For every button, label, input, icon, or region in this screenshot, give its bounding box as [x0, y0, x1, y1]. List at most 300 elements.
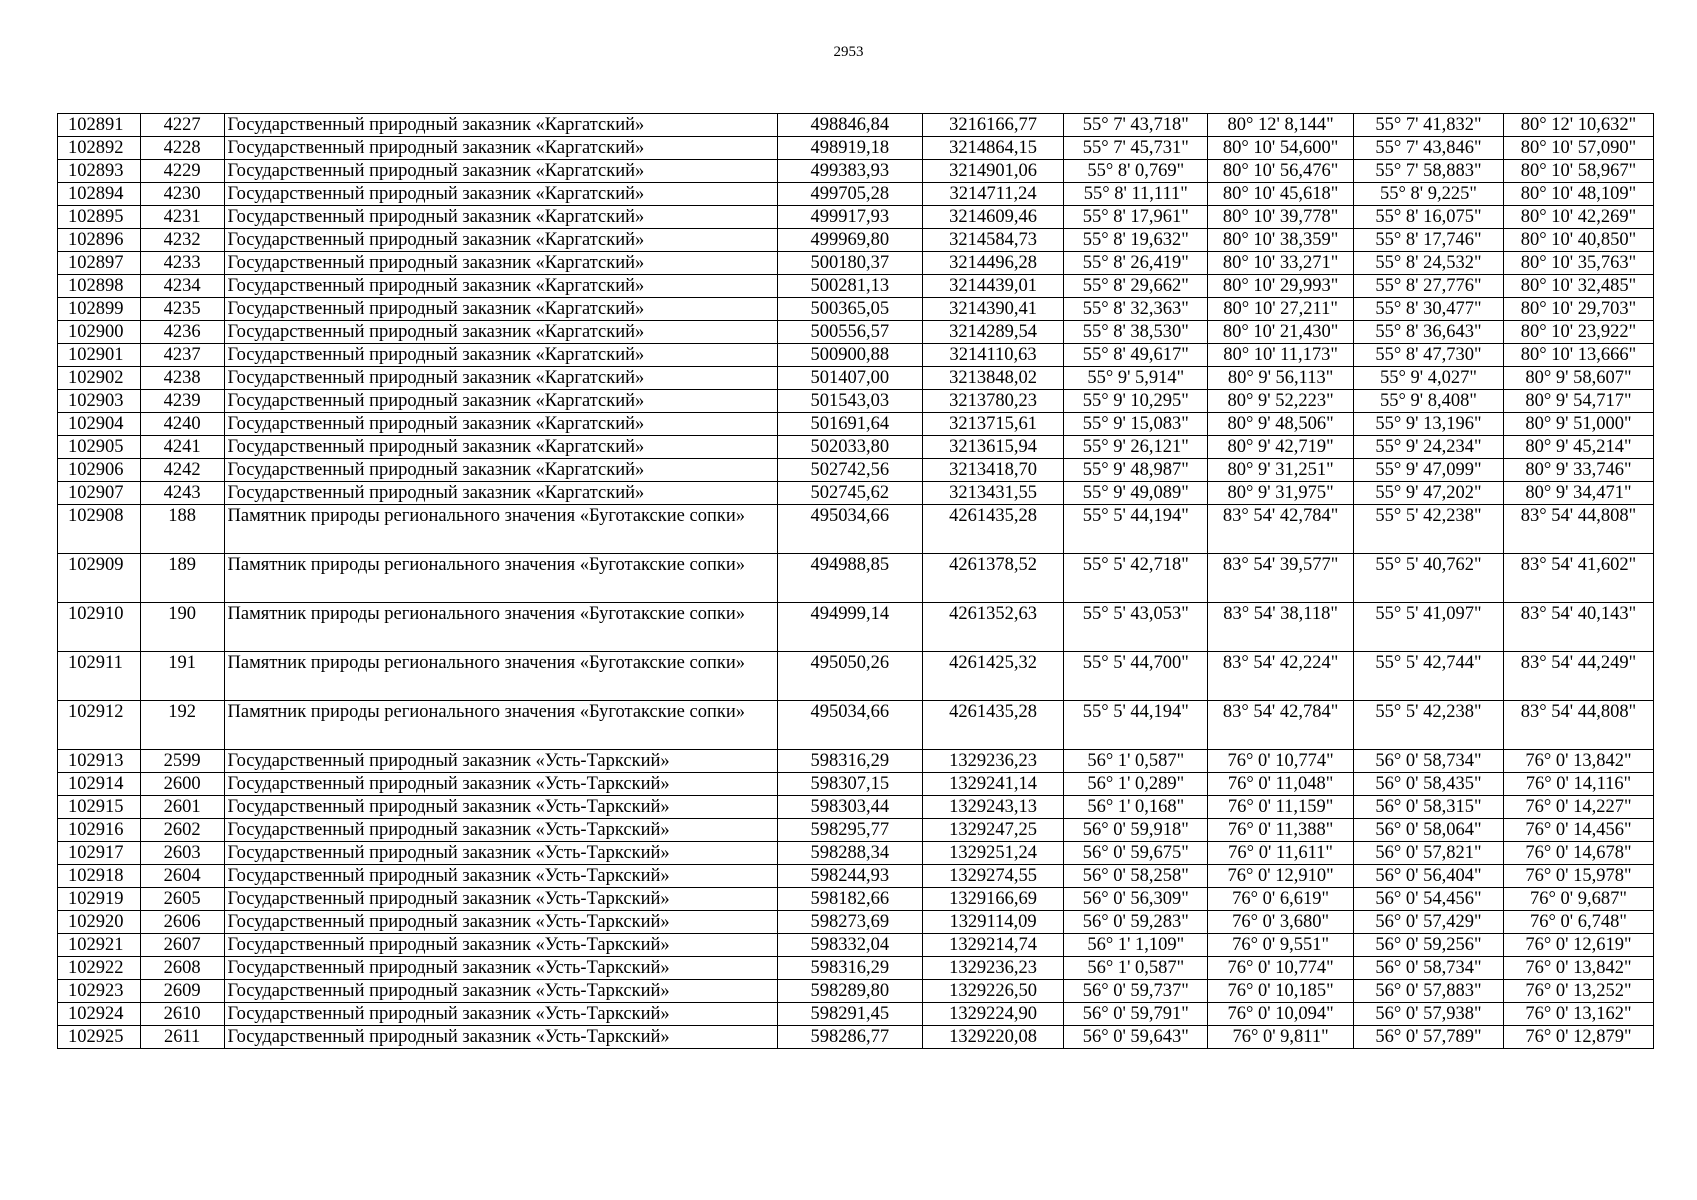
x-coordinate-cell: 500556,57 — [777, 321, 922, 344]
longitude-2-cell: 76° 0' 14,116" — [1503, 773, 1653, 796]
y-coordinate-cell: 3214496,28 — [922, 252, 1064, 275]
longitude-cell: 76° 0' 10,774" — [1208, 957, 1354, 980]
y-coordinate-cell: 3214584,73 — [922, 229, 1064, 252]
longitude-cell: 80° 10' 21,430" — [1208, 321, 1354, 344]
object-name-cell: Государственный природный заказник «Каргатский» — [224, 183, 777, 206]
latitude-cell: 56° 0' 56,309" — [1064, 888, 1208, 911]
table-row — [58, 819, 1654, 842]
table-row — [58, 229, 1654, 252]
table-row — [58, 773, 1654, 796]
point-number-cell: 2603 — [140, 842, 224, 865]
x-coordinate-cell: 598316,29 — [777, 957, 922, 980]
longitude-2-cell: 80° 10' 29,703" — [1503, 298, 1653, 321]
x-coordinate-cell: 598182,66 — [777, 888, 922, 911]
y-coordinate-cell: 3214609,46 — [922, 206, 1064, 229]
object-name-cell: Государственный природный заказник «Каргатский» — [224, 436, 777, 459]
point-number-cell: 4229 — [140, 160, 224, 183]
row-id-cell: 102912 — [58, 701, 141, 750]
x-coordinate-cell: 499969,80 — [777, 229, 922, 252]
table-row — [58, 957, 1654, 980]
longitude-2-cell: 76° 0' 6,748" — [1503, 911, 1653, 934]
longitude-2-cell: 76° 0' 14,456" — [1503, 819, 1653, 842]
latitude-cell: 55° 9' 48,987" — [1064, 459, 1208, 482]
object-name-cell: Государственный природный заказник «Каргатский» — [224, 413, 777, 436]
point-number-cell: 4227 — [140, 114, 224, 137]
y-coordinate-cell: 3214901,06 — [922, 160, 1064, 183]
latitude-2-cell: 56° 0' 59,256" — [1353, 934, 1503, 957]
longitude-cell: 76° 0' 10,185" — [1208, 980, 1354, 1003]
row-id-cell: 102923 — [58, 980, 141, 1003]
longitude-cell: 76° 0' 6,619" — [1208, 888, 1354, 911]
latitude-2-cell: 55° 9' 8,408" — [1353, 390, 1503, 413]
longitude-cell: 76° 0' 12,910" — [1208, 865, 1354, 888]
longitude-2-cell: 83° 54' 41,602" — [1503, 554, 1653, 603]
longitude-cell: 80° 9' 31,975" — [1208, 482, 1354, 505]
object-name-cell: Государственный природный заказник «Каргатский» — [224, 459, 777, 482]
x-coordinate-cell: 495034,66 — [777, 505, 922, 554]
point-number-cell: 4228 — [140, 137, 224, 160]
y-coordinate-cell: 4261352,63 — [922, 603, 1064, 652]
longitude-cell: 80° 10' 33,271" — [1208, 252, 1354, 275]
object-name-cell: Памятник природы регионального значения «Буготакские сопки» — [224, 652, 777, 701]
latitude-2-cell: 55° 9' 13,196" — [1353, 413, 1503, 436]
latitude-2-cell: 55° 5' 42,744" — [1353, 652, 1503, 701]
latitude-cell: 55° 8' 11,111" — [1064, 183, 1208, 206]
row-id-cell: 102907 — [58, 482, 141, 505]
table-row — [58, 796, 1654, 819]
latitude-cell: 55° 5' 44,194" — [1064, 505, 1208, 554]
row-id-cell: 102900 — [58, 321, 141, 344]
longitude-2-cell: 80° 10' 35,763" — [1503, 252, 1653, 275]
latitude-cell: 55° 8' 0,769" — [1064, 160, 1208, 183]
point-number-cell: 4239 — [140, 390, 224, 413]
longitude-2-cell: 80° 9' 33,746" — [1503, 459, 1653, 482]
longitude-cell: 80° 10' 54,600" — [1208, 137, 1354, 160]
latitude-cell: 55° 9' 26,121" — [1064, 436, 1208, 459]
table-body — [58, 114, 1654, 1049]
point-number-cell: 2604 — [140, 865, 224, 888]
latitude-cell: 55° 9' 10,295" — [1064, 390, 1208, 413]
row-id-cell: 102898 — [58, 275, 141, 298]
object-name-cell: Памятник природы регионального значения «Буготакские сопки» — [224, 603, 777, 652]
object-name-cell: Государственный природный заказник «Усть-Таркский» — [224, 888, 777, 911]
latitude-cell: 55° 8' 17,961" — [1064, 206, 1208, 229]
point-number-cell: 2611 — [140, 1026, 224, 1049]
latitude-cell: 55° 9' 15,083" — [1064, 413, 1208, 436]
latitude-cell: 56° 0' 59,737" — [1064, 980, 1208, 1003]
point-number-cell: 2602 — [140, 819, 224, 842]
y-coordinate-cell: 1329220,08 — [922, 1026, 1064, 1049]
x-coordinate-cell: 598289,80 — [777, 980, 922, 1003]
point-number-cell: 4231 — [140, 206, 224, 229]
point-number-cell: 4232 — [140, 229, 224, 252]
latitude-cell: 56° 1' 0,587" — [1064, 750, 1208, 773]
longitude-2-cell: 76° 0' 9,687" — [1503, 888, 1653, 911]
row-id-cell: 102906 — [58, 459, 141, 482]
latitude-2-cell: 55° 8' 17,746" — [1353, 229, 1503, 252]
row-id-cell: 102897 — [58, 252, 141, 275]
longitude-2-cell: 83° 54' 40,143" — [1503, 603, 1653, 652]
longitude-2-cell: 83° 54' 44,808" — [1503, 505, 1653, 554]
point-number-cell: 190 — [140, 603, 224, 652]
row-id-cell: 102914 — [58, 773, 141, 796]
longitude-2-cell: 76° 0' 15,978" — [1503, 865, 1653, 888]
longitude-cell: 83° 54' 39,577" — [1208, 554, 1354, 603]
longitude-2-cell: 76° 0' 13,162" — [1503, 1003, 1653, 1026]
y-coordinate-cell: 1329274,55 — [922, 865, 1064, 888]
y-coordinate-cell: 3214110,63 — [922, 344, 1064, 367]
longitude-2-cell: 80° 10' 40,850" — [1503, 229, 1653, 252]
point-number-cell: 4230 — [140, 183, 224, 206]
y-coordinate-cell: 3213780,23 — [922, 390, 1064, 413]
longitude-cell: 80° 10' 11,173" — [1208, 344, 1354, 367]
longitude-2-cell: 80° 10' 48,109" — [1503, 183, 1653, 206]
object-name-cell: Государственный природный заказник «Усть-Таркский» — [224, 750, 777, 773]
y-coordinate-cell: 1329236,23 — [922, 750, 1064, 773]
latitude-2-cell: 56° 0' 57,938" — [1353, 1003, 1503, 1026]
object-name-cell: Государственный природный заказник «Каргатский» — [224, 321, 777, 344]
point-number-cell: 191 — [140, 652, 224, 701]
y-coordinate-cell: 1329224,90 — [922, 1003, 1064, 1026]
latitude-2-cell: 56° 0' 57,429" — [1353, 911, 1503, 934]
latitude-cell: 55° 8' 49,617" — [1064, 344, 1208, 367]
longitude-2-cell: 80° 10' 58,967" — [1503, 160, 1653, 183]
row-id-cell: 102896 — [58, 229, 141, 252]
latitude-cell: 56° 1' 0,168" — [1064, 796, 1208, 819]
longitude-2-cell: 76° 0' 14,227" — [1503, 796, 1653, 819]
longitude-2-cell: 80° 10' 23,922" — [1503, 321, 1653, 344]
x-coordinate-cell: 598307,15 — [777, 773, 922, 796]
x-coordinate-cell: 598244,93 — [777, 865, 922, 888]
point-number-cell: 4234 — [140, 275, 224, 298]
table-row — [58, 701, 1654, 750]
row-id-cell: 102905 — [58, 436, 141, 459]
y-coordinate-cell: 3214864,15 — [922, 137, 1064, 160]
y-coordinate-cell: 3214390,41 — [922, 298, 1064, 321]
row-id-cell: 102910 — [58, 603, 141, 652]
longitude-2-cell: 80° 10' 13,666" — [1503, 344, 1653, 367]
longitude-cell: 83° 54' 42,784" — [1208, 701, 1354, 750]
row-id-cell: 102903 — [58, 390, 141, 413]
longitude-2-cell: 76° 0' 12,879" — [1503, 1026, 1653, 1049]
point-number-cell: 4233 — [140, 252, 224, 275]
latitude-2-cell: 55° 5' 40,762" — [1353, 554, 1503, 603]
table-row — [58, 183, 1654, 206]
point-number-cell: 4241 — [140, 436, 224, 459]
latitude-2-cell: 55° 8' 16,075" — [1353, 206, 1503, 229]
longitude-2-cell: 80° 9' 58,607" — [1503, 367, 1653, 390]
object-name-cell: Государственный природный заказник «Каргатский» — [224, 206, 777, 229]
x-coordinate-cell: 598273,69 — [777, 911, 922, 934]
row-id-cell: 102902 — [58, 367, 141, 390]
table-row — [58, 321, 1654, 344]
y-coordinate-cell: 1329243,13 — [922, 796, 1064, 819]
row-id-cell: 102915 — [58, 796, 141, 819]
object-name-cell: Памятник природы регионального значения «Буготакские сопки» — [224, 701, 777, 750]
table-row — [58, 114, 1654, 137]
longitude-2-cell: 80° 12' 10,632" — [1503, 114, 1653, 137]
x-coordinate-cell: 495034,66 — [777, 701, 922, 750]
table-row — [58, 934, 1654, 957]
x-coordinate-cell: 499917,93 — [777, 206, 922, 229]
latitude-cell: 56° 0' 58,258" — [1064, 865, 1208, 888]
x-coordinate-cell: 494999,14 — [777, 603, 922, 652]
point-number-cell: 2600 — [140, 773, 224, 796]
point-number-cell: 2609 — [140, 980, 224, 1003]
latitude-2-cell: 55° 9' 47,099" — [1353, 459, 1503, 482]
longitude-cell: 80° 9' 31,251" — [1208, 459, 1354, 482]
row-id-cell: 102908 — [58, 505, 141, 554]
x-coordinate-cell: 502033,80 — [777, 436, 922, 459]
point-number-cell: 4236 — [140, 321, 224, 344]
longitude-cell: 80° 9' 52,223" — [1208, 390, 1354, 413]
row-id-cell: 102901 — [58, 344, 141, 367]
longitude-cell: 80° 9' 48,506" — [1208, 413, 1354, 436]
y-coordinate-cell: 1329241,14 — [922, 773, 1064, 796]
object-name-cell: Государственный природный заказник «Каргатский» — [224, 298, 777, 321]
longitude-2-cell: 76° 0' 12,619" — [1503, 934, 1653, 957]
latitude-2-cell: 55° 5' 41,097" — [1353, 603, 1503, 652]
latitude-cell: 55° 9' 49,089" — [1064, 482, 1208, 505]
object-name-cell: Государственный природный заказник «Каргатский» — [224, 114, 777, 137]
longitude-2-cell: 80° 9' 51,000" — [1503, 413, 1653, 436]
y-coordinate-cell: 4261435,28 — [922, 701, 1064, 750]
y-coordinate-cell: 3213615,94 — [922, 436, 1064, 459]
latitude-2-cell: 56° 0' 58,315" — [1353, 796, 1503, 819]
longitude-cell: 80° 10' 56,476" — [1208, 160, 1354, 183]
longitude-cell: 80° 10' 27,211" — [1208, 298, 1354, 321]
x-coordinate-cell: 501407,00 — [777, 367, 922, 390]
longitude-cell: 80° 10' 45,618" — [1208, 183, 1354, 206]
latitude-2-cell: 55° 8' 27,776" — [1353, 275, 1503, 298]
point-number-cell: 2606 — [140, 911, 224, 934]
object-name-cell: Государственный природный заказник «Каргатский» — [224, 344, 777, 367]
latitude-cell: 55° 7' 43,718" — [1064, 114, 1208, 137]
latitude-cell: 55° 8' 29,662" — [1064, 275, 1208, 298]
y-coordinate-cell: 3214711,24 — [922, 183, 1064, 206]
point-number-cell: 2608 — [140, 957, 224, 980]
latitude-cell: 56° 0' 59,918" — [1064, 819, 1208, 842]
latitude-cell: 56° 0' 59,643" — [1064, 1026, 1208, 1049]
longitude-cell: 76° 0' 10,774" — [1208, 750, 1354, 773]
object-name-cell: Государственный природный заказник «Каргатский» — [224, 367, 777, 390]
point-number-cell: 2599 — [140, 750, 224, 773]
longitude-2-cell: 80° 10' 57,090" — [1503, 137, 1653, 160]
table-row — [58, 505, 1654, 554]
table-row — [58, 344, 1654, 367]
y-coordinate-cell: 3213418,70 — [922, 459, 1064, 482]
latitude-2-cell: 56° 0' 58,064" — [1353, 819, 1503, 842]
x-coordinate-cell: 500180,37 — [777, 252, 922, 275]
longitude-2-cell: 76° 0' 13,842" — [1503, 957, 1653, 980]
latitude-2-cell: 55° 5' 42,238" — [1353, 505, 1503, 554]
x-coordinate-cell: 499383,93 — [777, 160, 922, 183]
row-id-cell: 102911 — [58, 652, 141, 701]
x-coordinate-cell: 501543,03 — [777, 390, 922, 413]
row-id-cell: 102894 — [58, 183, 141, 206]
row-id-cell: 102891 — [58, 114, 141, 137]
y-coordinate-cell: 3213715,61 — [922, 413, 1064, 436]
longitude-cell: 76° 0' 9,811" — [1208, 1026, 1354, 1049]
table-row — [58, 413, 1654, 436]
y-coordinate-cell: 4261378,52 — [922, 554, 1064, 603]
longitude-cell: 80° 10' 29,993" — [1208, 275, 1354, 298]
longitude-2-cell: 80° 10' 42,269" — [1503, 206, 1653, 229]
table-row — [58, 459, 1654, 482]
latitude-cell: 55° 5' 43,053" — [1064, 603, 1208, 652]
latitude-2-cell: 55° 7' 43,846" — [1353, 137, 1503, 160]
latitude-cell: 55° 5' 42,718" — [1064, 554, 1208, 603]
longitude-2-cell: 80° 10' 32,485" — [1503, 275, 1653, 298]
longitude-2-cell: 80° 9' 34,471" — [1503, 482, 1653, 505]
x-coordinate-cell: 498846,84 — [777, 114, 922, 137]
row-id-cell: 102920 — [58, 911, 141, 934]
object-name-cell: Государственный природный заказник «Усть-Таркский» — [224, 980, 777, 1003]
latitude-cell: 55° 8' 19,632" — [1064, 229, 1208, 252]
table-row — [58, 1003, 1654, 1026]
latitude-2-cell: 55° 8' 9,225" — [1353, 183, 1503, 206]
y-coordinate-cell: 1329114,09 — [922, 911, 1064, 934]
latitude-2-cell: 55° 9' 4,027" — [1353, 367, 1503, 390]
table-row — [58, 750, 1654, 773]
point-number-cell: 4238 — [140, 367, 224, 390]
latitude-cell: 55° 5' 44,700" — [1064, 652, 1208, 701]
x-coordinate-cell: 598288,34 — [777, 842, 922, 865]
table-row — [58, 888, 1654, 911]
row-id-cell: 102917 — [58, 842, 141, 865]
table-row — [58, 865, 1654, 888]
y-coordinate-cell: 1329247,25 — [922, 819, 1064, 842]
latitude-cell: 56° 1' 0,289" — [1064, 773, 1208, 796]
longitude-cell: 76° 0' 11,611" — [1208, 842, 1354, 865]
x-coordinate-cell: 499705,28 — [777, 183, 922, 206]
coordinates-table — [57, 113, 1654, 1049]
y-coordinate-cell: 3214289,54 — [922, 321, 1064, 344]
object-name-cell: Государственный природный заказник «Усть-Таркский» — [224, 842, 777, 865]
longitude-2-cell: 76° 0' 13,252" — [1503, 980, 1653, 1003]
latitude-cell: 56° 1' 0,587" — [1064, 957, 1208, 980]
row-id-cell: 102909 — [58, 554, 141, 603]
x-coordinate-cell: 598291,45 — [777, 1003, 922, 1026]
latitude-cell: 55° 8' 32,363" — [1064, 298, 1208, 321]
longitude-2-cell: 83° 54' 44,249" — [1503, 652, 1653, 701]
row-id-cell: 102925 — [58, 1026, 141, 1049]
y-coordinate-cell: 3216166,77 — [922, 114, 1064, 137]
table-row — [58, 275, 1654, 298]
y-coordinate-cell: 1329236,23 — [922, 957, 1064, 980]
point-number-cell: 4242 — [140, 459, 224, 482]
table-row — [58, 367, 1654, 390]
latitude-2-cell: 55° 8' 24,532" — [1353, 252, 1503, 275]
object-name-cell: Государственный природный заказник «Усть-Таркский» — [224, 819, 777, 842]
table-row — [58, 911, 1654, 934]
object-name-cell: Государственный природный заказник «Каргатский» — [224, 229, 777, 252]
latitude-cell: 55° 7' 45,731" — [1064, 137, 1208, 160]
latitude-2-cell: 55° 9' 47,202" — [1353, 482, 1503, 505]
longitude-cell: 80° 10' 39,778" — [1208, 206, 1354, 229]
row-id-cell: 102918 — [58, 865, 141, 888]
table-row — [58, 842, 1654, 865]
longitude-cell: 76° 0' 11,388" — [1208, 819, 1354, 842]
object-name-cell: Государственный природный заказник «Усть-Таркский» — [224, 796, 777, 819]
point-number-cell: 4243 — [140, 482, 224, 505]
y-coordinate-cell: 3213431,55 — [922, 482, 1064, 505]
point-number-cell: 2601 — [140, 796, 224, 819]
table-row — [58, 652, 1654, 701]
point-number-cell: 2610 — [140, 1003, 224, 1026]
longitude-cell: 83° 54' 42,784" — [1208, 505, 1354, 554]
y-coordinate-cell: 4261435,28 — [922, 505, 1064, 554]
longitude-2-cell: 76° 0' 14,678" — [1503, 842, 1653, 865]
page-number: 2953 — [833, 44, 864, 60]
x-coordinate-cell: 495050,26 — [777, 652, 922, 701]
longitude-cell: 76° 0' 11,159" — [1208, 796, 1354, 819]
object-name-cell: Государственный природный заказник «Каргатский» — [224, 160, 777, 183]
table-row — [58, 1026, 1654, 1049]
longitude-2-cell: 80° 9' 45,214" — [1503, 436, 1653, 459]
object-name-cell: Государственный природный заказник «Каргатский» — [224, 275, 777, 298]
latitude-cell: 55° 8' 26,419" — [1064, 252, 1208, 275]
y-coordinate-cell: 1329214,74 — [922, 934, 1064, 957]
row-id-cell: 102899 — [58, 298, 141, 321]
longitude-cell: 80° 10' 38,359" — [1208, 229, 1354, 252]
point-number-cell: 192 — [140, 701, 224, 750]
object-name-cell: Памятник природы регионального значения «Буготакские сопки» — [224, 505, 777, 554]
object-name-cell: Государственный природный заказник «Каргатский» — [224, 482, 777, 505]
point-number-cell: 4235 — [140, 298, 224, 321]
x-coordinate-cell: 598303,44 — [777, 796, 922, 819]
object-name-cell: Государственный природный заказник «Усть-Таркский» — [224, 934, 777, 957]
y-coordinate-cell: 4261425,32 — [922, 652, 1064, 701]
x-coordinate-cell: 500365,05 — [777, 298, 922, 321]
table-row — [58, 252, 1654, 275]
longitude-2-cell: 83° 54' 44,808" — [1503, 701, 1653, 750]
longitude-cell: 80° 9' 42,719" — [1208, 436, 1354, 459]
row-id-cell: 102895 — [58, 206, 141, 229]
longitude-2-cell: 76° 0' 13,842" — [1503, 750, 1653, 773]
row-id-cell: 102913 — [58, 750, 141, 773]
longitude-cell: 76° 0' 9,551" — [1208, 934, 1354, 957]
latitude-2-cell: 56° 0' 54,456" — [1353, 888, 1503, 911]
table-row — [58, 206, 1654, 229]
longitude-cell: 76° 0' 10,094" — [1208, 1003, 1354, 1026]
table-row — [58, 298, 1654, 321]
latitude-cell: 55° 8' 38,530" — [1064, 321, 1208, 344]
latitude-2-cell: 56° 0' 58,734" — [1353, 750, 1503, 773]
row-id-cell: 102919 — [58, 888, 141, 911]
latitude-2-cell: 55° 8' 47,730" — [1353, 344, 1503, 367]
longitude-cell: 76° 0' 11,048" — [1208, 773, 1354, 796]
row-id-cell: 102921 — [58, 934, 141, 957]
table-row — [58, 603, 1654, 652]
row-id-cell: 102924 — [58, 1003, 141, 1026]
point-number-cell: 2605 — [140, 888, 224, 911]
latitude-2-cell: 56° 0' 58,734" — [1353, 957, 1503, 980]
object-name-cell: Государственный природный заказник «Усть-Таркский» — [224, 1026, 777, 1049]
x-coordinate-cell: 500281,13 — [777, 275, 922, 298]
object-name-cell: Государственный природный заказник «Усть-Таркский» — [224, 957, 777, 980]
y-coordinate-cell: 1329226,50 — [922, 980, 1064, 1003]
longitude-cell: 83° 54' 42,224" — [1208, 652, 1354, 701]
x-coordinate-cell: 598295,77 — [777, 819, 922, 842]
latitude-cell: 56° 0' 59,675" — [1064, 842, 1208, 865]
x-coordinate-cell: 598332,04 — [777, 934, 922, 957]
row-id-cell: 102893 — [58, 160, 141, 183]
point-number-cell: 2607 — [140, 934, 224, 957]
x-coordinate-cell: 500900,88 — [777, 344, 922, 367]
longitude-cell: 83° 54' 38,118" — [1208, 603, 1354, 652]
x-coordinate-cell: 498919,18 — [777, 137, 922, 160]
